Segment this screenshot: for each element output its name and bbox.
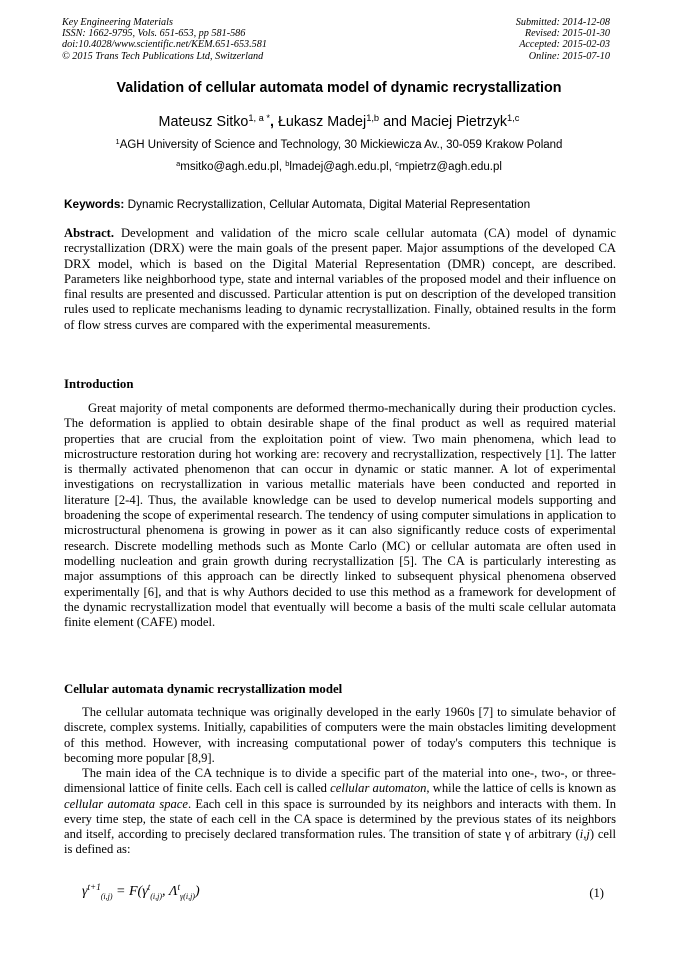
- introduction-heading: Introduction: [64, 377, 134, 391]
- accepted-date: Accepted: 2015-02-03: [519, 39, 610, 51]
- dates-header: [516, 17, 610, 62]
- keywords-text: Dynamic Recrystallization, Cellular Automata, Digital Material Representation: [124, 197, 531, 211]
- text-run: , while the lattice of cells is known as: [426, 781, 616, 796]
- eq-sub: (i,j): [150, 891, 163, 901]
- copyright-line: © 2015 Trans Tech Publications Ltd, Switzerland: [62, 50, 264, 62]
- eq-rhs: , Λ: [162, 884, 178, 899]
- paper-title: Validation of cellular automata model of dynamic recrystallization: [116, 80, 562, 96]
- email-sup: a: [176, 158, 181, 168]
- eq-sup: t+1: [87, 882, 101, 892]
- ca-paragraph-1: The cellular automata technique was originally developed in the early 1960s [7] to simulate behavior of discrete, complex systems. Initially, capabilities of computers were the main obstacles limiting development of this method. However, with increasing computational power of today's computers this technique is becoming more popular [8,9].: [64, 705, 616, 765]
- keywords: [64, 197, 616, 211]
- text-run: ) cell is defined as:: [64, 827, 616, 857]
- abstract-label: Abstract.: [64, 226, 115, 240]
- equation-1: [82, 884, 200, 901]
- eq-rhs: = F(γ: [112, 884, 148, 899]
- email-link[interactable]: msitko@agh.edu.pl,: [180, 161, 286, 173]
- doi-line: doi:10.4028/www.scientific.net/KEM.651-653.581: [62, 39, 267, 51]
- email-sup: b: [285, 158, 290, 168]
- introduction-paragraph: Great majority of metal components are deformed thermo-mechanically during their production cycles. The deformation is applied to obtain desirable shape of the final product as well as required material properties that are crucial from the exploitation point of view. Two main phenomena, which lead to microstructure restoration during hot working are: recovery and recrystallization, respectively [1]. The latter is thermally activated phenomenon that can occur in dynamic or static manner. A lot of experimental investigations on recrystallization in various metallic materials have been conducted and reported in literature [2-4]. Thus, the available knowledge can be used to develop numerical models supporting and broadening the scope of experimental research. The tendency of using computer simulations in application to microstructural phenomena is growing in power as it can also significantly reduce costs of experimental research. Discrete modelling methods such as Monte Carlo (MC) or cellular automata are often used in modelling nucleation and grain growth during recrystallization [5]. The CA is particularly interesting as major assumptions of this approach can be directly linked to subsequent physical phenomena observed experimentally [6], and that is why Authors decided to use this method as a framework for development of the dynamic recrystallization model that eventually will become a basis of the multi scale cellular automata finite element (CAFE) model.: [64, 401, 616, 630]
- eq-sub: (i,j): [100, 891, 113, 901]
- online-date: Online: 2015-07-10: [528, 50, 610, 62]
- eq-gamma: γ: [82, 884, 88, 899]
- emphasis: cellular automaton: [330, 781, 427, 796]
- author-list: [0, 114, 678, 130]
- author-name: Mateusz Sitko: [158, 114, 249, 130]
- revised-date: Revised: 2015-01-30: [524, 28, 610, 40]
- journal-header: [62, 17, 267, 62]
- affiliation: [0, 136, 678, 151]
- affiliation-text: AGH University of Science and Technology, 30 Mickiewicza Av., 30-059 Krakow Poland: [119, 139, 563, 151]
- author-emails: [0, 158, 678, 173]
- issn-line: ISSN: 1662-9795, Vols. 651-653, pp 581-586: [62, 28, 246, 40]
- eq-sup: t: [177, 882, 181, 892]
- journal-name: Key Engineering Materials: [62, 17, 173, 28]
- emphasis: cellular automata space: [64, 796, 188, 811]
- author-name: Maciej Pietrzyk: [410, 114, 508, 130]
- author-affil-sup: 1,c: [507, 112, 520, 123]
- email-sup: c: [395, 158, 399, 168]
- text-run: The main idea of the CA technique is to divide a specific part of the material into one-, two-, or three-dimensional lattice of finite cells. Each cell is called: [64, 766, 616, 796]
- ca-section-heading: Cellular automata dynamic recrystallization model: [64, 682, 343, 696]
- emphasis: i,j: [579, 827, 590, 842]
- author-separator: ,: [270, 114, 278, 130]
- submitted-date: Submitted: 2014-12-08: [515, 17, 610, 28]
- abstract: [64, 226, 616, 333]
- ca-paragraph-2: [64, 766, 616, 858]
- affiliation-sup: 1: [115, 136, 120, 146]
- eq-sup: t: [147, 882, 151, 892]
- equation-number: (1): [589, 886, 604, 900]
- abstract-text: Development and validation of the micro scale cellular automata (CA) model of dynamic recrystallization (DRX) were the main goals of the present paper. Major assumptions of the developed CA DRX model, which is based on the Digital Material Representation (DMR) concept, are described. Parameters like neighborhood type, state and internal variables of the proposed model and their influence on final results are presented and discussed. Particular attention is put on description of the developed transition rules used to replicate mechanisms leading to dynamic recrystallization. Finally, obtained results in the form of flow stress curves are compared with the experimental measurements.: [64, 226, 616, 332]
- email-link[interactable]: mpietrz@agh.edu.pl: [398, 161, 502, 173]
- email-link[interactable]: lmadej@agh.edu.pl,: [289, 161, 396, 173]
- author-name: Łukasz Madej: [277, 114, 367, 130]
- eq-rhs: ): [194, 884, 200, 899]
- author-affil-sup: 1, a *: [248, 112, 271, 123]
- keywords-label: Keywords:: [64, 197, 125, 211]
- text-run: . Each cell in this space is surrounded by its neighbors and interacts with them. In every time step, the state of each cell in the CA space is determined by the previous states of its neighbors and itself, according to precisely declared transformation rules. The transition of state γ of arbitrary (: [64, 796, 616, 842]
- author-separator: and: [379, 114, 411, 130]
- author-affil-sup: 1,b: [366, 112, 380, 123]
- eq-sub: γ(i,j): [180, 891, 195, 901]
